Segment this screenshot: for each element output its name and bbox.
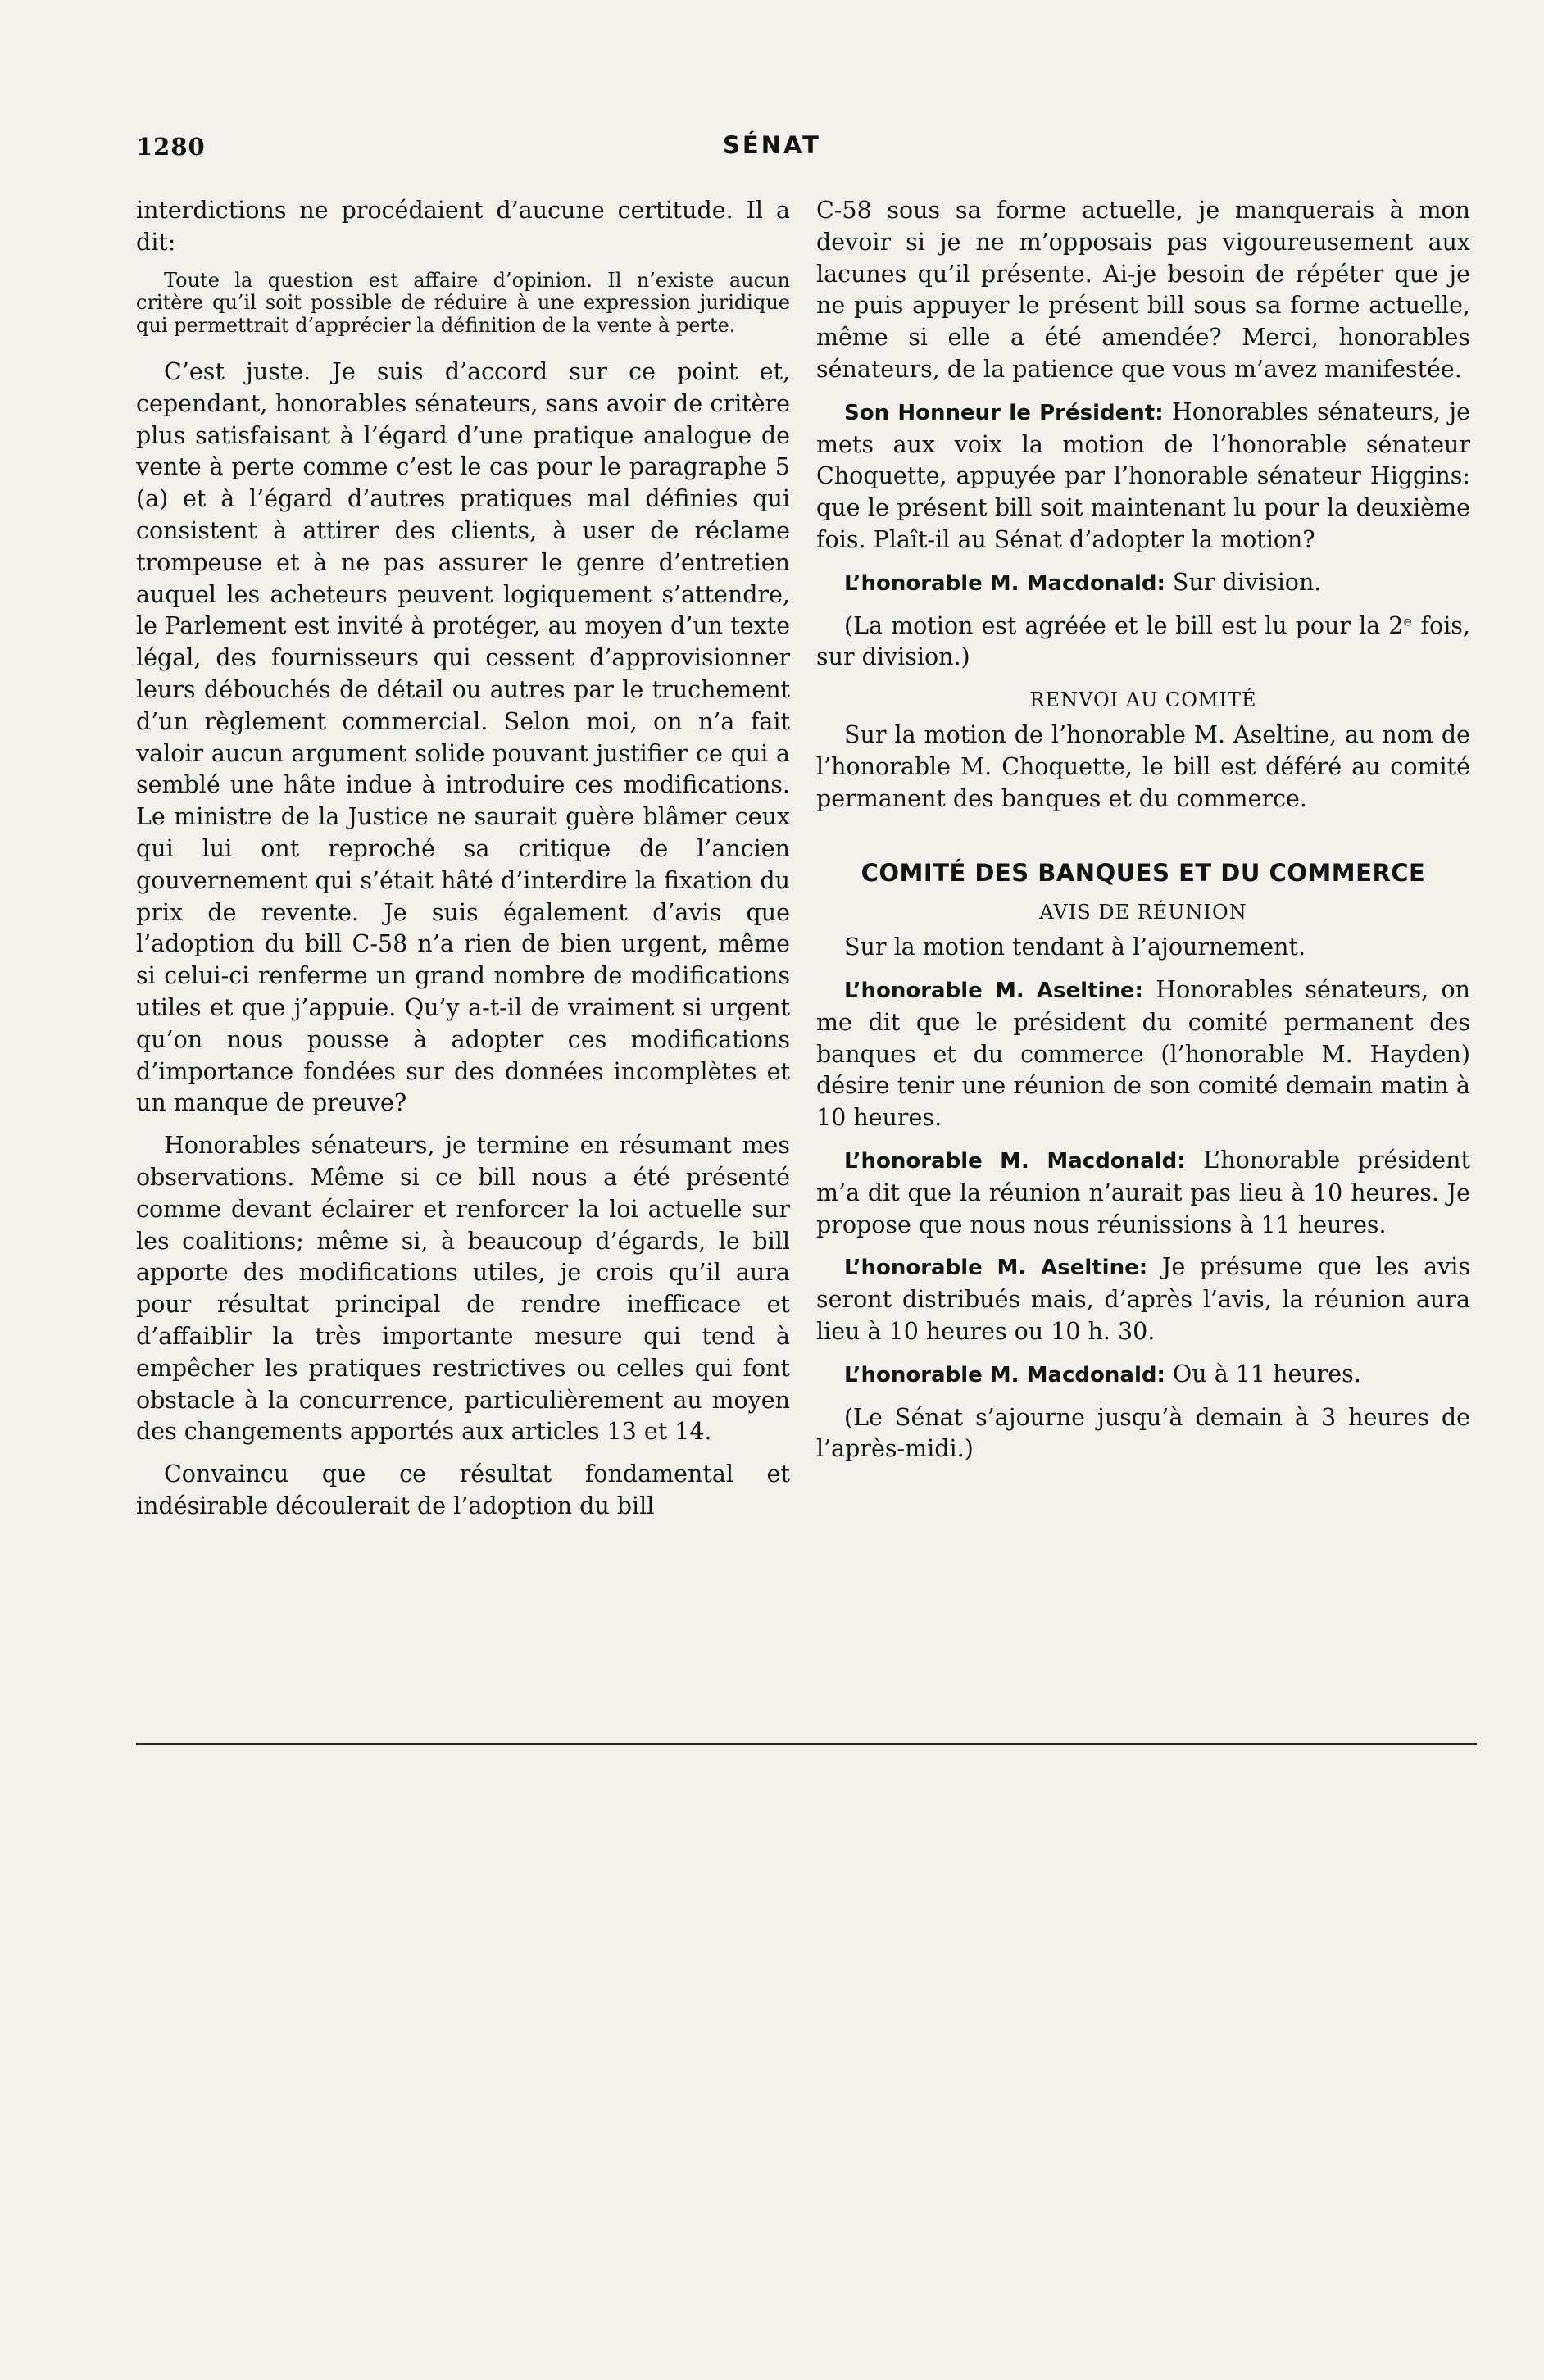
paragraph: (Le Sénat s’ajourne jusqu’à demain à 3 heures de l’après-midi.) [816,1403,1470,1463]
speech [816,974,1470,1134]
paragraph: Convaincu que ce résultat fondamental et indésirable découlerait de l’adoption du bill [136,1460,790,1519]
paragraph: interdictions ne procédaient d’aucune certitude. Il a dit: [136,197,790,256]
speech-text: Honorables sénateurs, je mets aux voix la motion de l’honorable sénateur Choquette, appuyée par l’honorable sénateur Higgins: que le présent bill soit maintenant lu pour la deuxième fois. Plaît-il au Sénat d’adopter la motion? [816,397,1470,553]
page-number: 1280 [136,133,206,161]
block-quote [136,270,790,338]
speech [816,1359,1470,1392]
paragraph: C’est juste. Je suis d’accord sur ce point et, cependant, honorables sénateurs, sans avoir de critère plus satisfaisant à l’égard d’une pratique analogue de vente à perte comme c’est le cas pour le paragraphe 5 (a) et à l’égard d’autres pratiques mal définies qui consistent à attirer des clients, à user de réclame trompeuse et à ne pas assurer le genre d’entretien auquel les acheteurs peuvent logiquement s’attendre, le Parlement est invité à protéger, au moyen d’un texte légal, des fournisseurs qui cessent d’approvisionner leurs débouchés de détail ou autres par le truchement d’un règlement commercial. Selon moi, on n’a fait valoir aucun argument solide pouvant justifier ce qui a semblé une hâte indue à introduire ces modifications. Le ministre de la Justice ne saurait guère blâmer ceux qui lui ont reproché sa critique de l’ancien gouvernement qui s’était hâté d’interdire la fixation du prix de revente. Je suis également d’avis que l’adoption du bill C-58 n’a rien de bien urgent, même si celui-ci renferme un grand nombre de modifications utiles et que j’appuie. Qu’y a-t-il de vraiment si urgent qu’on nous pousse à adopter ces modifications d’importance fondées sur des données incomplètes et un manque de preuve? [136,358,790,1117]
speaker-name: L’honorable M. Macdonald: [844,1148,1186,1174]
speech [816,1145,1470,1241]
subheading: RENVOI AU COMITÉ [1029,688,1257,712]
paragraph: Honorables sénateurs, je termine en résumant mes observations. Même si ce bill nous a été présenté comme devant éclairer et renforcer la loi actuelle sur les coalitions; même si, à beaucoup d’égards, le bill apporte des modifications utiles, je crois qu’il aura pour résultat principal de rendre inefficace et d’affaiblir la très importante mesure qui tend à empêcher les pratiques restrictives ou celles qui font obstacle à la concurrence, particulièrement au moyen des changements apportés aux articles 13 et 14. [136,1132,790,1446]
speaker-name: L’honorable M. Aseltine: [844,1256,1148,1281]
paragraph: Sur la motion de l’honorable M. Aseltine, au nom de l’honorable M. Choquette, le bill est déféré au comité permanent des banques et du commerce. [816,720,1470,812]
section-title: COMITÉ DES BANQUES ET DU COMMERCE [861,859,1426,888]
right-column [816,195,1470,1476]
bottom-rule [136,1743,1477,1745]
speech-text: L’honorable président m’a dit que la réunion n’aurait pas lieu à 10 heures. Je propose que nous nous réunissions à 11 heures. [816,1146,1470,1238]
speech-text: Honorables sénateurs, on me dit que le président du comité permanent des banques et du commerce (l’honorable M. Hayden) désire tenir une réunion de son comité demain matin à 10 heures. [816,975,1470,1132]
speaker-name: L’honorable M. Macdonald: [844,1362,1165,1388]
left-column [136,195,790,1533]
paragraph: C-58 sous sa forme actuelle, je manquerais à mon devoir si je ne m’opposais pas vigoureusement aux lacunes qu’il présente. Ai-je besoin de répéter que je ne puis appuyer le présent bill sous sa forme actuelle, même si elle a été amendée? Merci, honorables sénateurs, de la patience que vous m’avez manifestée. [816,197,1470,383]
speech [816,397,1470,556]
speech [816,1251,1470,1347]
running-head: SÉNAT [723,131,821,159]
quote-text: Toute la question est affaire d’opinion. Il n’existe aucun critère qu’il soit possible de réduire à une expression juridique qui permettrait d’apprécier la définition de la vente à perte. [136,268,790,337]
speech [816,567,1470,600]
speech-text: Ou à 11 heures. [1165,1360,1361,1388]
paragraph: (La motion est agréée et le bill est lu pour la 2ᵉ fois, sur division.) [816,611,1470,671]
speech-text: Sur division. [1165,568,1322,596]
speaker-name: L’honorable M. Aseltine: [844,978,1143,1003]
speaker-name: L’honorable M. Macdonald: [844,570,1165,596]
speaker-name: Son Honneur le Président: [844,400,1164,425]
subheading: AVIS DE RÉUNION [1039,901,1247,924]
paragraph: Sur la motion tendant à l’ajournement. [844,933,1306,961]
speech-text: Je présume que les avis seront distribués mais, d’après l’avis, la réunion aura lieu à 10 heures ou 10 h. 30. [816,1253,1470,1345]
